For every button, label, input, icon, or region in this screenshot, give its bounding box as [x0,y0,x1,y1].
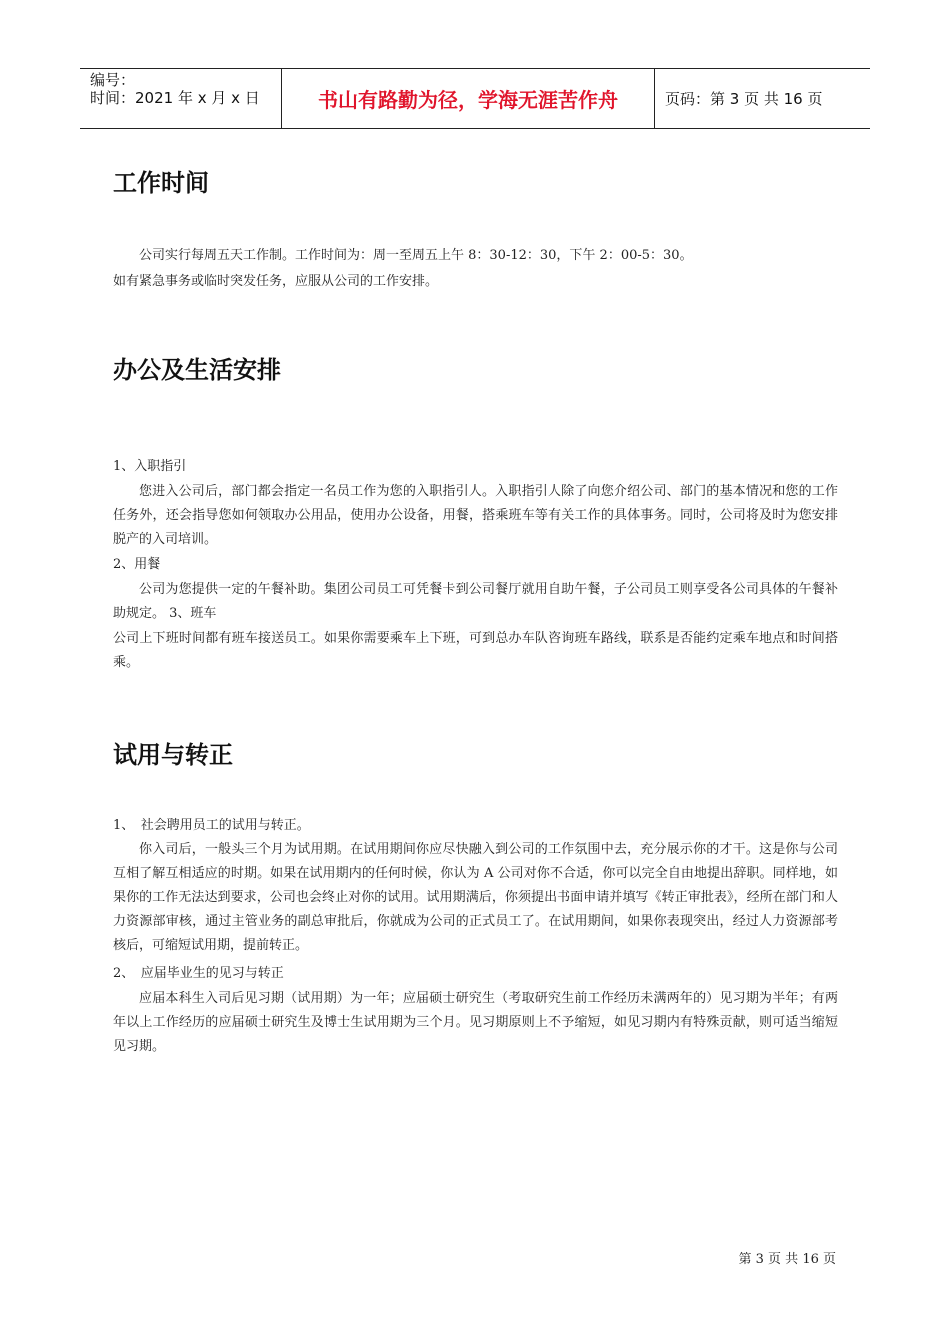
office-item-3-text: 公司上下班时间都有班车接送员工。如果你需要乘车上下班，可到总办车队咨询班车路线，联系是否能约定乘车地点和时间搭乘。 [113,631,838,670]
probation-item-1-label: 1、 社会聘用员工的试用与转正。 [113,818,310,833]
header-page-number: 页码：第 3 页 共 16 页 [665,90,823,108]
page-footer: 第 3 页 共 16 页 [738,1252,836,1267]
header-time: 时间：2021 年 x 月 x 日 [90,89,260,107]
probation-item-2-text: 应届本科生入司后见习期（试用期）为一年；应届硕士研究生（考取研究生前工作经历未满两年的）见习期为半年；有两年以上工作经历的应届硕士研究生及博士生试用期为三个月。见习期原则上不予缩短，如见习期内有特殊贡献，则可适当缩短见习期。 [113,991,838,1054]
probation-item-1-text: 你入司后，一般头三个月为试用期。在试用期间你应尽快融入到公司的工作氛围中去，充分展示你的才干。这是你与公司互相了解互相适应的时期。如果在试用期内的任何时候，你认为 A 公司对你不合适，你可以完全自由地提出辞职。同样地，如果你的工作无法达到要求，公司也会终止对你的试用。试用期满后，你须提出书面申请并填写《转正审批表》，经所在部门和人力资源部审核，通过主管业务的副总审批后，你就成为公司的正式员工了。在试用期间，如果你表现突出，经过人力资源部考核后，可缩短试用期，提前转正。 [113,842,838,953]
page-header [80,68,870,129]
work-time-paragraph-1: 公司实行每周五天工作制。工作时间为：周一至周五上午 8：30-12：30，下午 2：00-5：30。 [139,248,693,263]
header-meta [80,69,281,128]
section-title-probation: 试用与转正 [113,741,233,769]
probation-item-2-label: 2、 应届毕业生的见习与转正 [113,966,284,981]
header-motto: 书山有路勤为径，学海无涯苦作舟 [281,69,655,128]
office-item-1-text: 您进入公司后，部门都会指定一名员工作为您的入职指引人。入职指引人除了向您介绍公司、部门的基本情况和您的工作任务外，还会指导您如何领取办公用品，使用办公设备，用餐，搭乘班车等有关工作的具体事务。同时，公司将及时为您安排脱产的入司培训。 [113,484,838,547]
office-item-1-label: 1、入职指引 [113,459,187,474]
work-time-paragraph-2: 如有紧急事务或临时突发任务，应服从公司的工作安排。 [113,274,439,289]
section-title-office: 办公及生活安排 [113,356,281,384]
office-item-2-text: 公司为您提供一定的午餐补助。集团公司员工可凭餐卡到公司餐厅就用自助午餐，子公司员工则享受各公司具体的午餐补助规定。 3、班车 [113,582,838,621]
office-item-2-label: 2、用餐 [113,557,161,572]
header-number: 编号： [90,71,136,89]
section-title-work-time: 工作时间 [113,169,209,197]
